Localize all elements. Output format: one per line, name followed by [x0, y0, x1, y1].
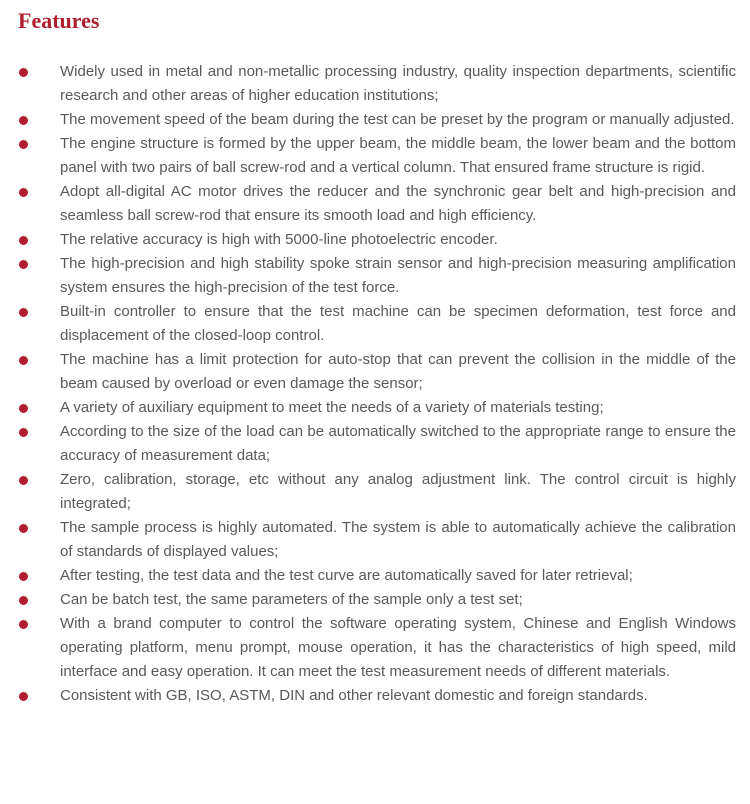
list-item [0, 108, 750, 132]
bullet-icon [19, 692, 28, 701]
bullet-icon [19, 572, 28, 581]
list-item [0, 252, 750, 300]
list-item [0, 348, 750, 396]
list-item [0, 468, 750, 516]
feature-text: After testing, the test data and the test curve are automatically saved for later retrieval; [60, 567, 633, 584]
list-item [0, 516, 750, 564]
feature-text: Can be batch test, the same parameters of the sample only a test set; [60, 591, 523, 608]
list-item [0, 588, 750, 612]
feature-text: Built-in controller to ensure that the test machine can be specimen deformation, test force and displacement of the closed-loop control. [60, 303, 736, 344]
bullet-icon [19, 68, 28, 77]
features-list [0, 60, 750, 708]
list-item [0, 180, 750, 228]
list-item [0, 396, 750, 420]
bullet-icon [19, 596, 28, 605]
feature-text: Adopt all-digital AC motor drives the reducer and the synchronic gear belt and high-precision and seamless ball screw-rod that ensure its smooth load and high efficiency. [60, 183, 736, 224]
list-item [0, 612, 750, 684]
feature-text: The sample process is highly automated. The system is able to automatically achieve the calibration of standards of displayed values; [60, 519, 736, 560]
list-item [0, 564, 750, 588]
feature-text: According to the size of the load can be automatically switched to the appropriate range to ensure the accuracy of measurement data; [60, 423, 736, 464]
list-item [0, 60, 750, 108]
bullet-icon [19, 308, 28, 317]
list-item [0, 228, 750, 252]
feature-text: Widely used in metal and non-metallic processing industry, quality inspection departments, scientific research and other areas of higher education institutions; [60, 63, 736, 104]
bullet-icon [19, 404, 28, 413]
list-item [0, 420, 750, 468]
feature-text: Zero, calibration, storage, etc without any analog adjustment link. The control circuit is highly integrated; [60, 471, 736, 512]
bullet-icon [19, 188, 28, 197]
list-item [0, 300, 750, 348]
bullet-icon [19, 116, 28, 125]
list-item [0, 132, 750, 180]
feature-text: The movement speed of the beam during the test can be preset by the program or manually adjusted. [60, 111, 735, 128]
bullet-icon [19, 140, 28, 149]
feature-text: The high-precision and high stability spoke strain sensor and high-precision measuring amplification system ensures the high-precision of the test force. [60, 255, 736, 296]
feature-text: A variety of auxiliary equipment to meet the needs of a variety of materials testing; [60, 399, 604, 416]
feature-text: Consistent with GB, ISO, ASTM, DIN and other relevant domestic and foreign standards. [60, 687, 648, 704]
page-title: Features [18, 8, 100, 33]
feature-text: The relative accuracy is high with 5000-line photoelectric encoder. [60, 231, 498, 248]
bullet-icon [19, 236, 28, 245]
bullet-icon [19, 476, 28, 485]
feature-text: The engine structure is formed by the upper beam, the middle beam, the lower beam and the bottom panel with two pairs of ball screw-rod and a vertical column. That ensured frame structure is rigid. [60, 135, 736, 176]
list-item [0, 684, 750, 708]
bullet-icon [19, 260, 28, 269]
feature-text: With a brand computer to control the software operating system, Chinese and English Windows operating platform, menu prompt, mouse operation, it has the characteristics of high speed, mild interface and easy operation. It can meet the test measurement needs of different materials. [60, 615, 736, 680]
bullet-icon [19, 356, 28, 365]
bullet-icon [19, 428, 28, 437]
bullet-icon [19, 524, 28, 533]
feature-text: The machine has a limit protection for auto-stop that can prevent the collision in the middle of the beam caused by overload or even damage the sensor; [60, 351, 736, 392]
bullet-icon [19, 620, 28, 629]
